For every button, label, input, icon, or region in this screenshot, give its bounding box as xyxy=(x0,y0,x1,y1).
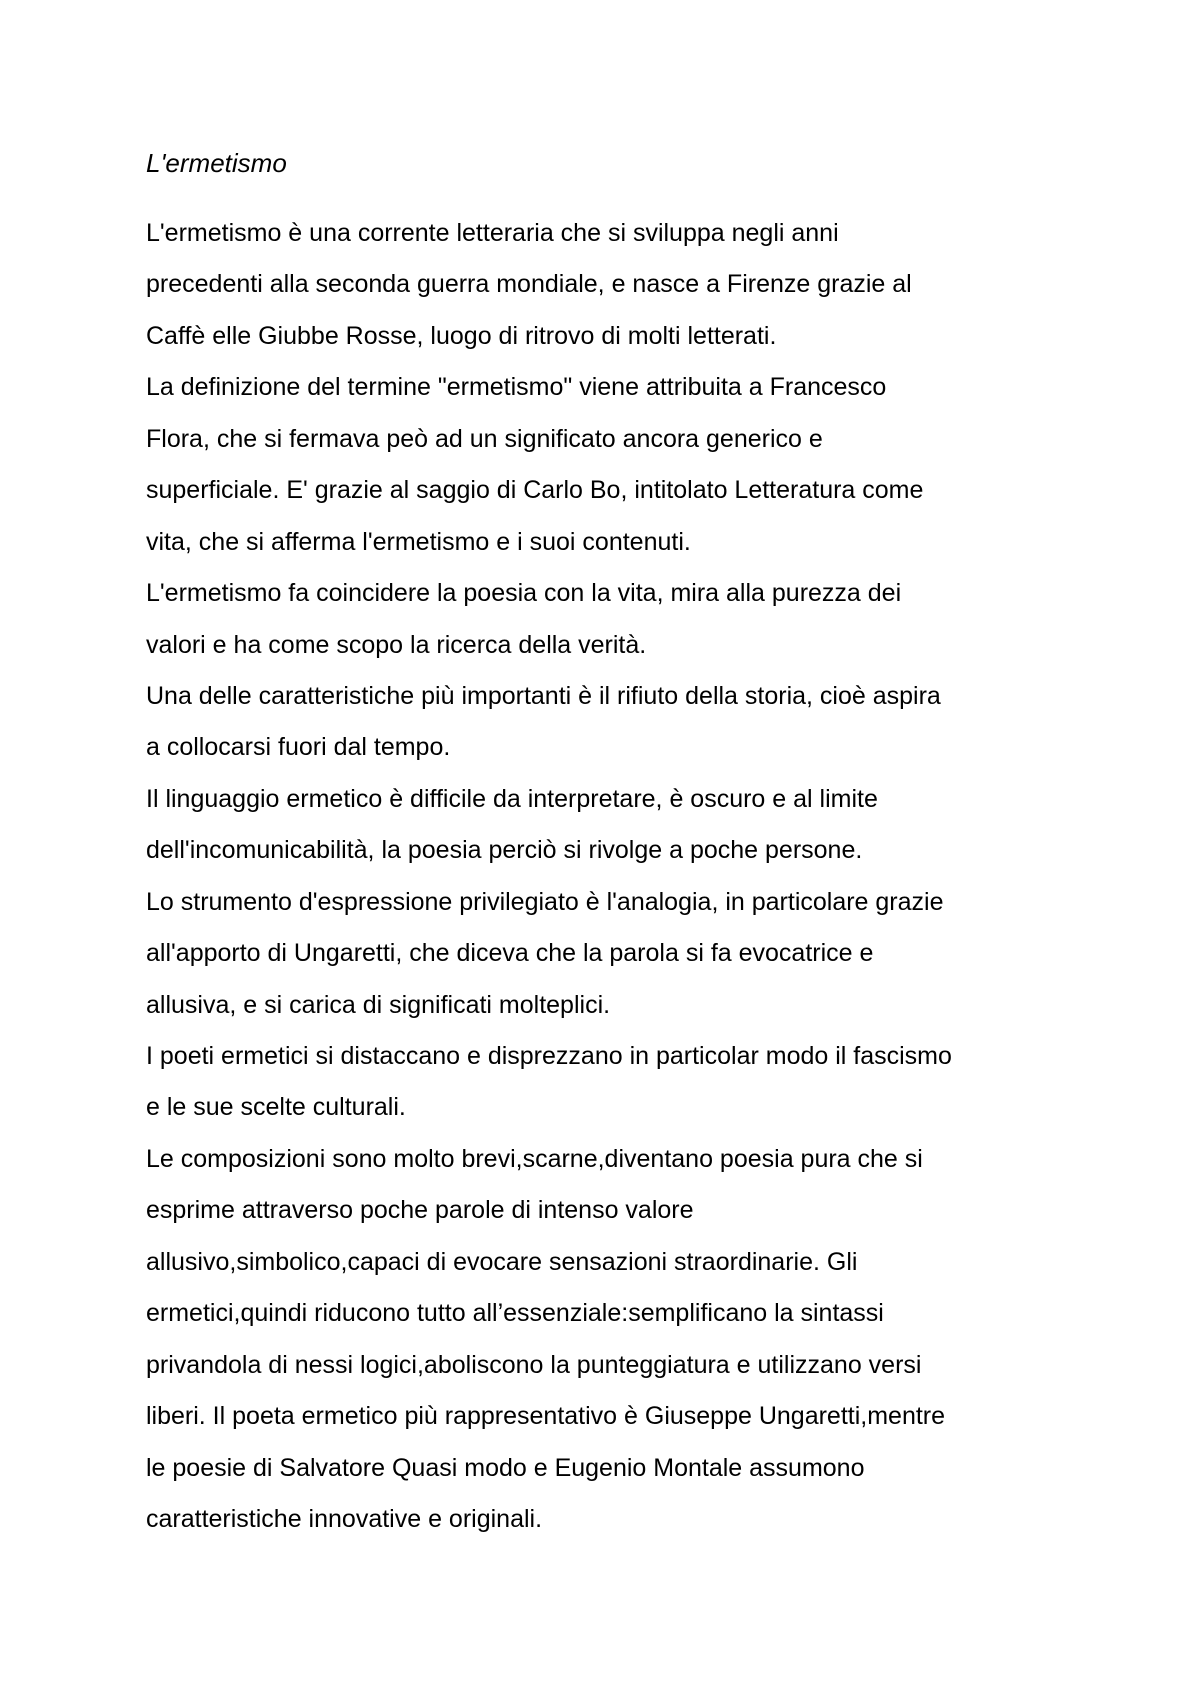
text-line: Caffè elle Giubbe Rosse, luogo di ritrovo di molti letterati. xyxy=(146,321,777,350)
text-line: ermetici,quindi riducono tutto all’essenziale:semplificano la sintassi xyxy=(146,1299,884,1328)
text-line: privandola di nessi logici,aboliscono la punteggiatura e utilizzano versi xyxy=(146,1350,922,1379)
text-line: superficiale. E' grazie al saggio di Carlo Bo, intitolato Letteratura come xyxy=(146,476,924,505)
text-line: I poeti ermetici si distaccano e disprezzano in particolar modo il fascismo xyxy=(146,1042,952,1070)
text-line: Le composizioni sono molto brevi,scarne,diventano poesia pura che si xyxy=(146,1144,923,1173)
text-line: La definizione del termine "ermetismo" viene attribuita a Francesco xyxy=(146,373,887,402)
text-line: le poesie di Salvatore Quasi modo e Eugenio Montale assumono xyxy=(146,1453,865,1482)
document-title: L'ermetismo xyxy=(146,148,287,178)
text-line: L'ermetismo è una corrente letteraria che si sviluppa negli anni xyxy=(146,219,839,247)
text-line: dell'incomunicabilità, la poesia perciò si rivolge a poche persone. xyxy=(146,836,863,865)
text-line: e le sue scelte culturali. xyxy=(146,1093,406,1122)
text-line: Lo strumento d'espressione privilegiato è l'analogia, in particolare grazie xyxy=(146,887,944,916)
text-line: allusiva, e si carica di significati molteplici. xyxy=(146,990,611,1019)
text-line: Una delle caratteristiche più importanti è il rifiuto della storia, cioè aspira xyxy=(146,681,941,710)
text-line: valori e ha come scopo la ricerca della verità. xyxy=(146,630,647,659)
text-line: Flora, che si fermava peò ad un significato ancora generico e xyxy=(146,424,823,453)
text-line: all'apporto di Ungaretti, che diceva che la parola si fa evocatrice e xyxy=(146,939,874,968)
text-line: esprime attraverso poche parole di intenso valore xyxy=(146,1196,694,1225)
text-line: liberi. Il poeta ermetico più rappresentativo è Giuseppe Ungaretti,mentre xyxy=(146,1402,946,1431)
text-line: a collocarsi fuori dal tempo. xyxy=(146,733,451,762)
text-line: vita, che si afferma l'ermetismo e i suoi contenuti. xyxy=(146,527,691,556)
text-line: Il linguaggio ermetico è difficile da interpretare, è oscuro e al limite xyxy=(146,784,878,813)
document-body xyxy=(146,216,952,1553)
text-line: L'ermetismo fa coincidere la poesia con la vita, mira alla purezza dei xyxy=(146,579,902,608)
text-line: caratteristiche innovative e originali. xyxy=(146,1504,543,1533)
text-line: precedenti alla seconda guerra mondiale, e nasce a Firenze grazie al xyxy=(146,270,912,299)
text-line: allusivo,simbolico,capaci di evocare sensazioni straordinarie. Gli xyxy=(146,1247,858,1276)
